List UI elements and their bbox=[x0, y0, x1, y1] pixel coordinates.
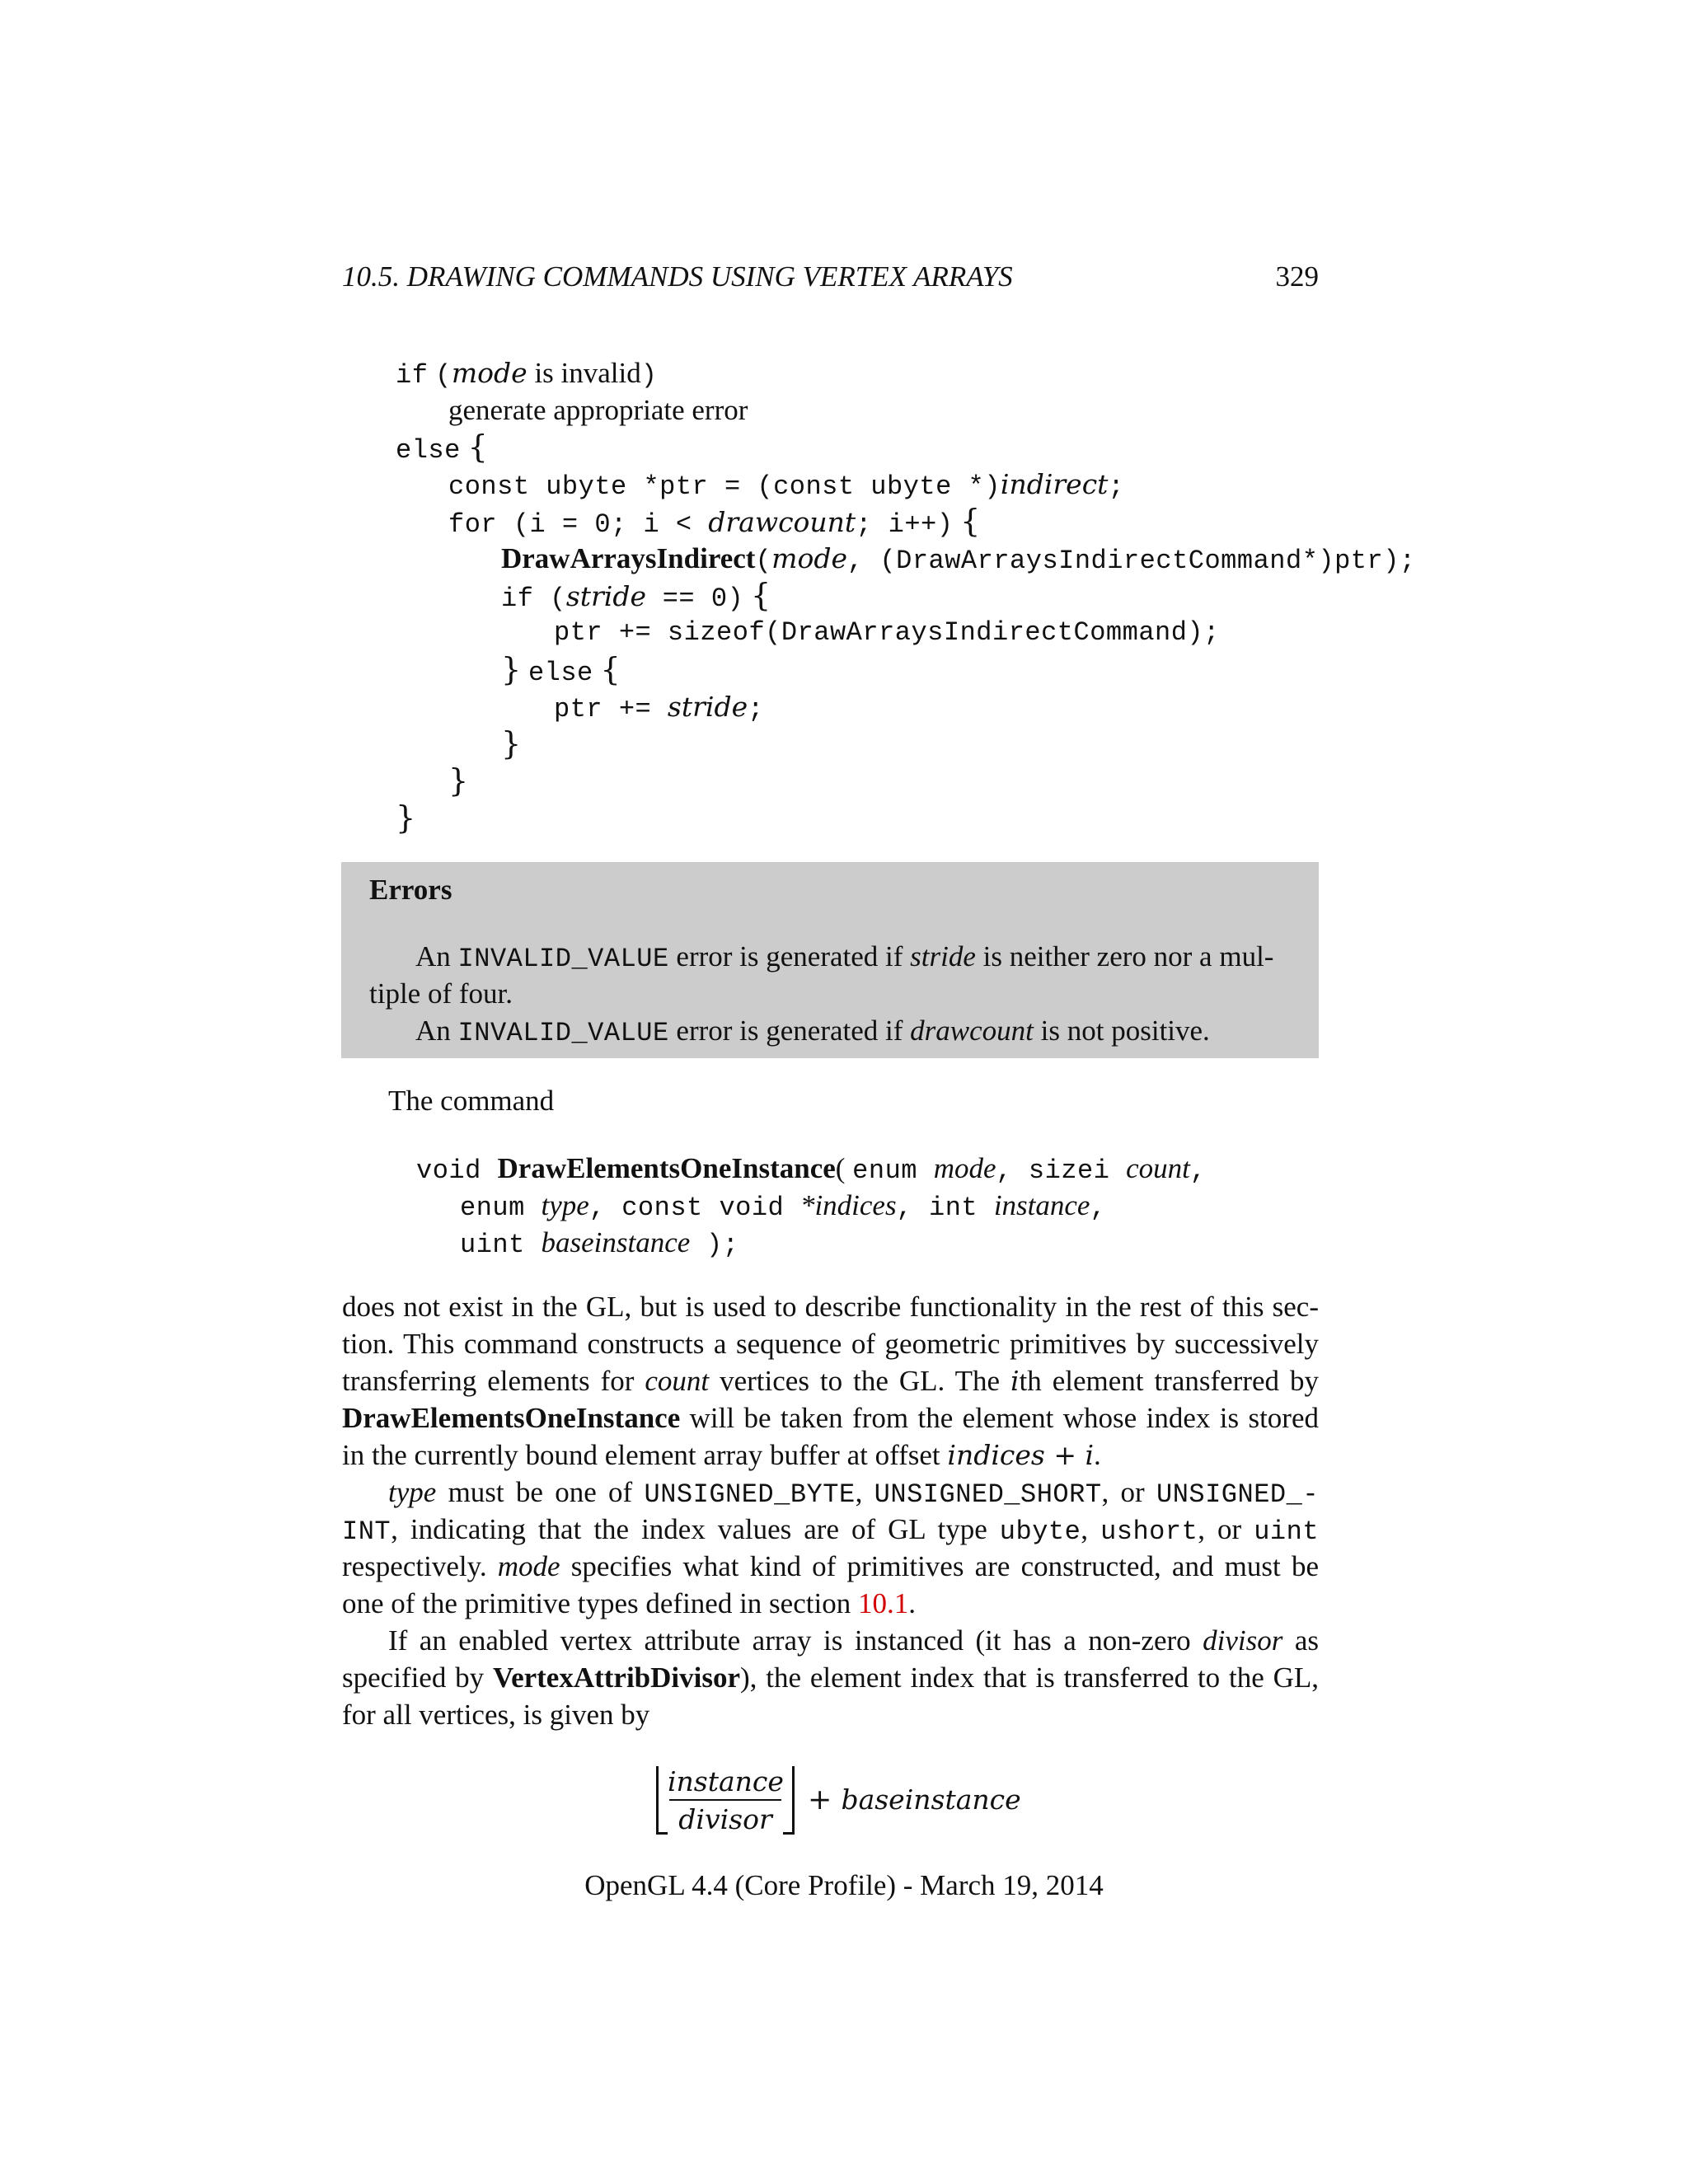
para3-line-3: for all vertices, is given by bbox=[342, 1699, 650, 1731]
para2-line-3: respectively. mode specifies what kind of primitives are constructed, and must be bbox=[342, 1550, 1319, 1582]
formula-addend: + baseinstance bbox=[808, 1783, 1021, 1816]
header-page-number: 329 bbox=[1275, 260, 1319, 293]
prototype-line-3: uint baseinstance ); bbox=[460, 1226, 739, 1260]
header-section-title: 10.5. DRAWING COMMANDS USING VERTEX ARRAYS bbox=[342, 260, 1013, 293]
running-header bbox=[342, 258, 1319, 295]
prototype-function-name: DrawElementsOneInstance bbox=[497, 1152, 836, 1184]
code-line-8: ptr += sizeof(DrawArraysIndirectCommand); bbox=[554, 617, 1220, 648]
errors-box bbox=[341, 862, 1319, 1058]
para1-line-1: does not exist in the GL, but is used to describe functionality in the rest of this sec- bbox=[342, 1291, 1319, 1323]
error-line-1: An INVALID_VALUE error is generated if stride is neither zero nor a mul- bbox=[415, 940, 1274, 974]
fraction-denominator: divisor bbox=[678, 1803, 772, 1835]
code-line-7: if (stride == 0) { bbox=[501, 577, 771, 614]
code-line-1: if (mode is invalid) bbox=[396, 357, 658, 391]
para2-line-2: INT, indicating that the index values are of GL type ubyte, ushort, or uint bbox=[342, 1513, 1320, 1547]
code-line-2: generate appropriate error bbox=[448, 394, 748, 426]
floor-bracket-right bbox=[783, 1766, 795, 1835]
para2-line-1: type must be one of UNSIGNED_BYTE, UNSIGNED_SHORT, or UNSIGNED_- bbox=[388, 1476, 1320, 1510]
code-line-6: DrawArraysIndirect(mode, (DrawArraysIndirectCommand*)ptr); bbox=[501, 542, 1416, 576]
para1-line-5: in the currently bound element array buffer at offset indices + i. bbox=[342, 1439, 1101, 1471]
floor-formula bbox=[651, 1760, 1030, 1842]
floor-bracket-left bbox=[656, 1766, 668, 1835]
error-line-2: An INVALID_VALUE error is generated if drawcount is not positive. bbox=[415, 1015, 1210, 1048]
code-line-12: } bbox=[448, 762, 469, 799]
errors-title: Errors bbox=[369, 874, 452, 906]
section-link[interactable]: 10.1 bbox=[857, 1587, 909, 1619]
code-line-5: for (i = 0; i < drawcount; i++) { bbox=[448, 503, 981, 540]
para3-line-1: If an enabled vertex attribute array is instanced (it has a non-zero divisor as bbox=[388, 1624, 1319, 1657]
code-line-3: else { bbox=[396, 429, 488, 466]
prototype-line-2: enum type, const void *indices, int instance, bbox=[460, 1189, 1107, 1223]
code-line-4: const ubyte *ptr = (const ubyte *)indirect; bbox=[448, 468, 1125, 502]
code-line-9: } else { bbox=[501, 651, 621, 688]
page-footer: OpenGL 4.4 (Core Profile) - March 19, 2014 bbox=[584, 1869, 1104, 1901]
fraction-numerator: instance bbox=[668, 1765, 784, 1797]
code-line-13: } bbox=[396, 799, 416, 836]
intro-text: The command bbox=[388, 1085, 555, 1117]
code-line-10: ptr += stride; bbox=[554, 691, 764, 724]
para1-line-3: transferring elements for count vertices to the GL. The ith element transferred by bbox=[342, 1365, 1319, 1397]
para3-line-2: specified by VertexAttribDivisor), the element index that is transferred to the GL, bbox=[342, 1661, 1319, 1694]
para2-line-4: one of the primitive types defined in section 10.1. bbox=[342, 1587, 916, 1619]
error-line-1-cont: tiple of four. bbox=[369, 977, 513, 1010]
code-line-11: } bbox=[501, 725, 522, 762]
para1-line-2: tion. This command constructs a sequence of geometric primitives by successively bbox=[342, 1328, 1319, 1360]
prototype-line-1: void DrawElementsOneInstance( enum mode, sizei count, bbox=[416, 1152, 1207, 1186]
para1-line-4: DrawElementsOneInstance will be taken from the element whose index is stored bbox=[342, 1402, 1319, 1434]
